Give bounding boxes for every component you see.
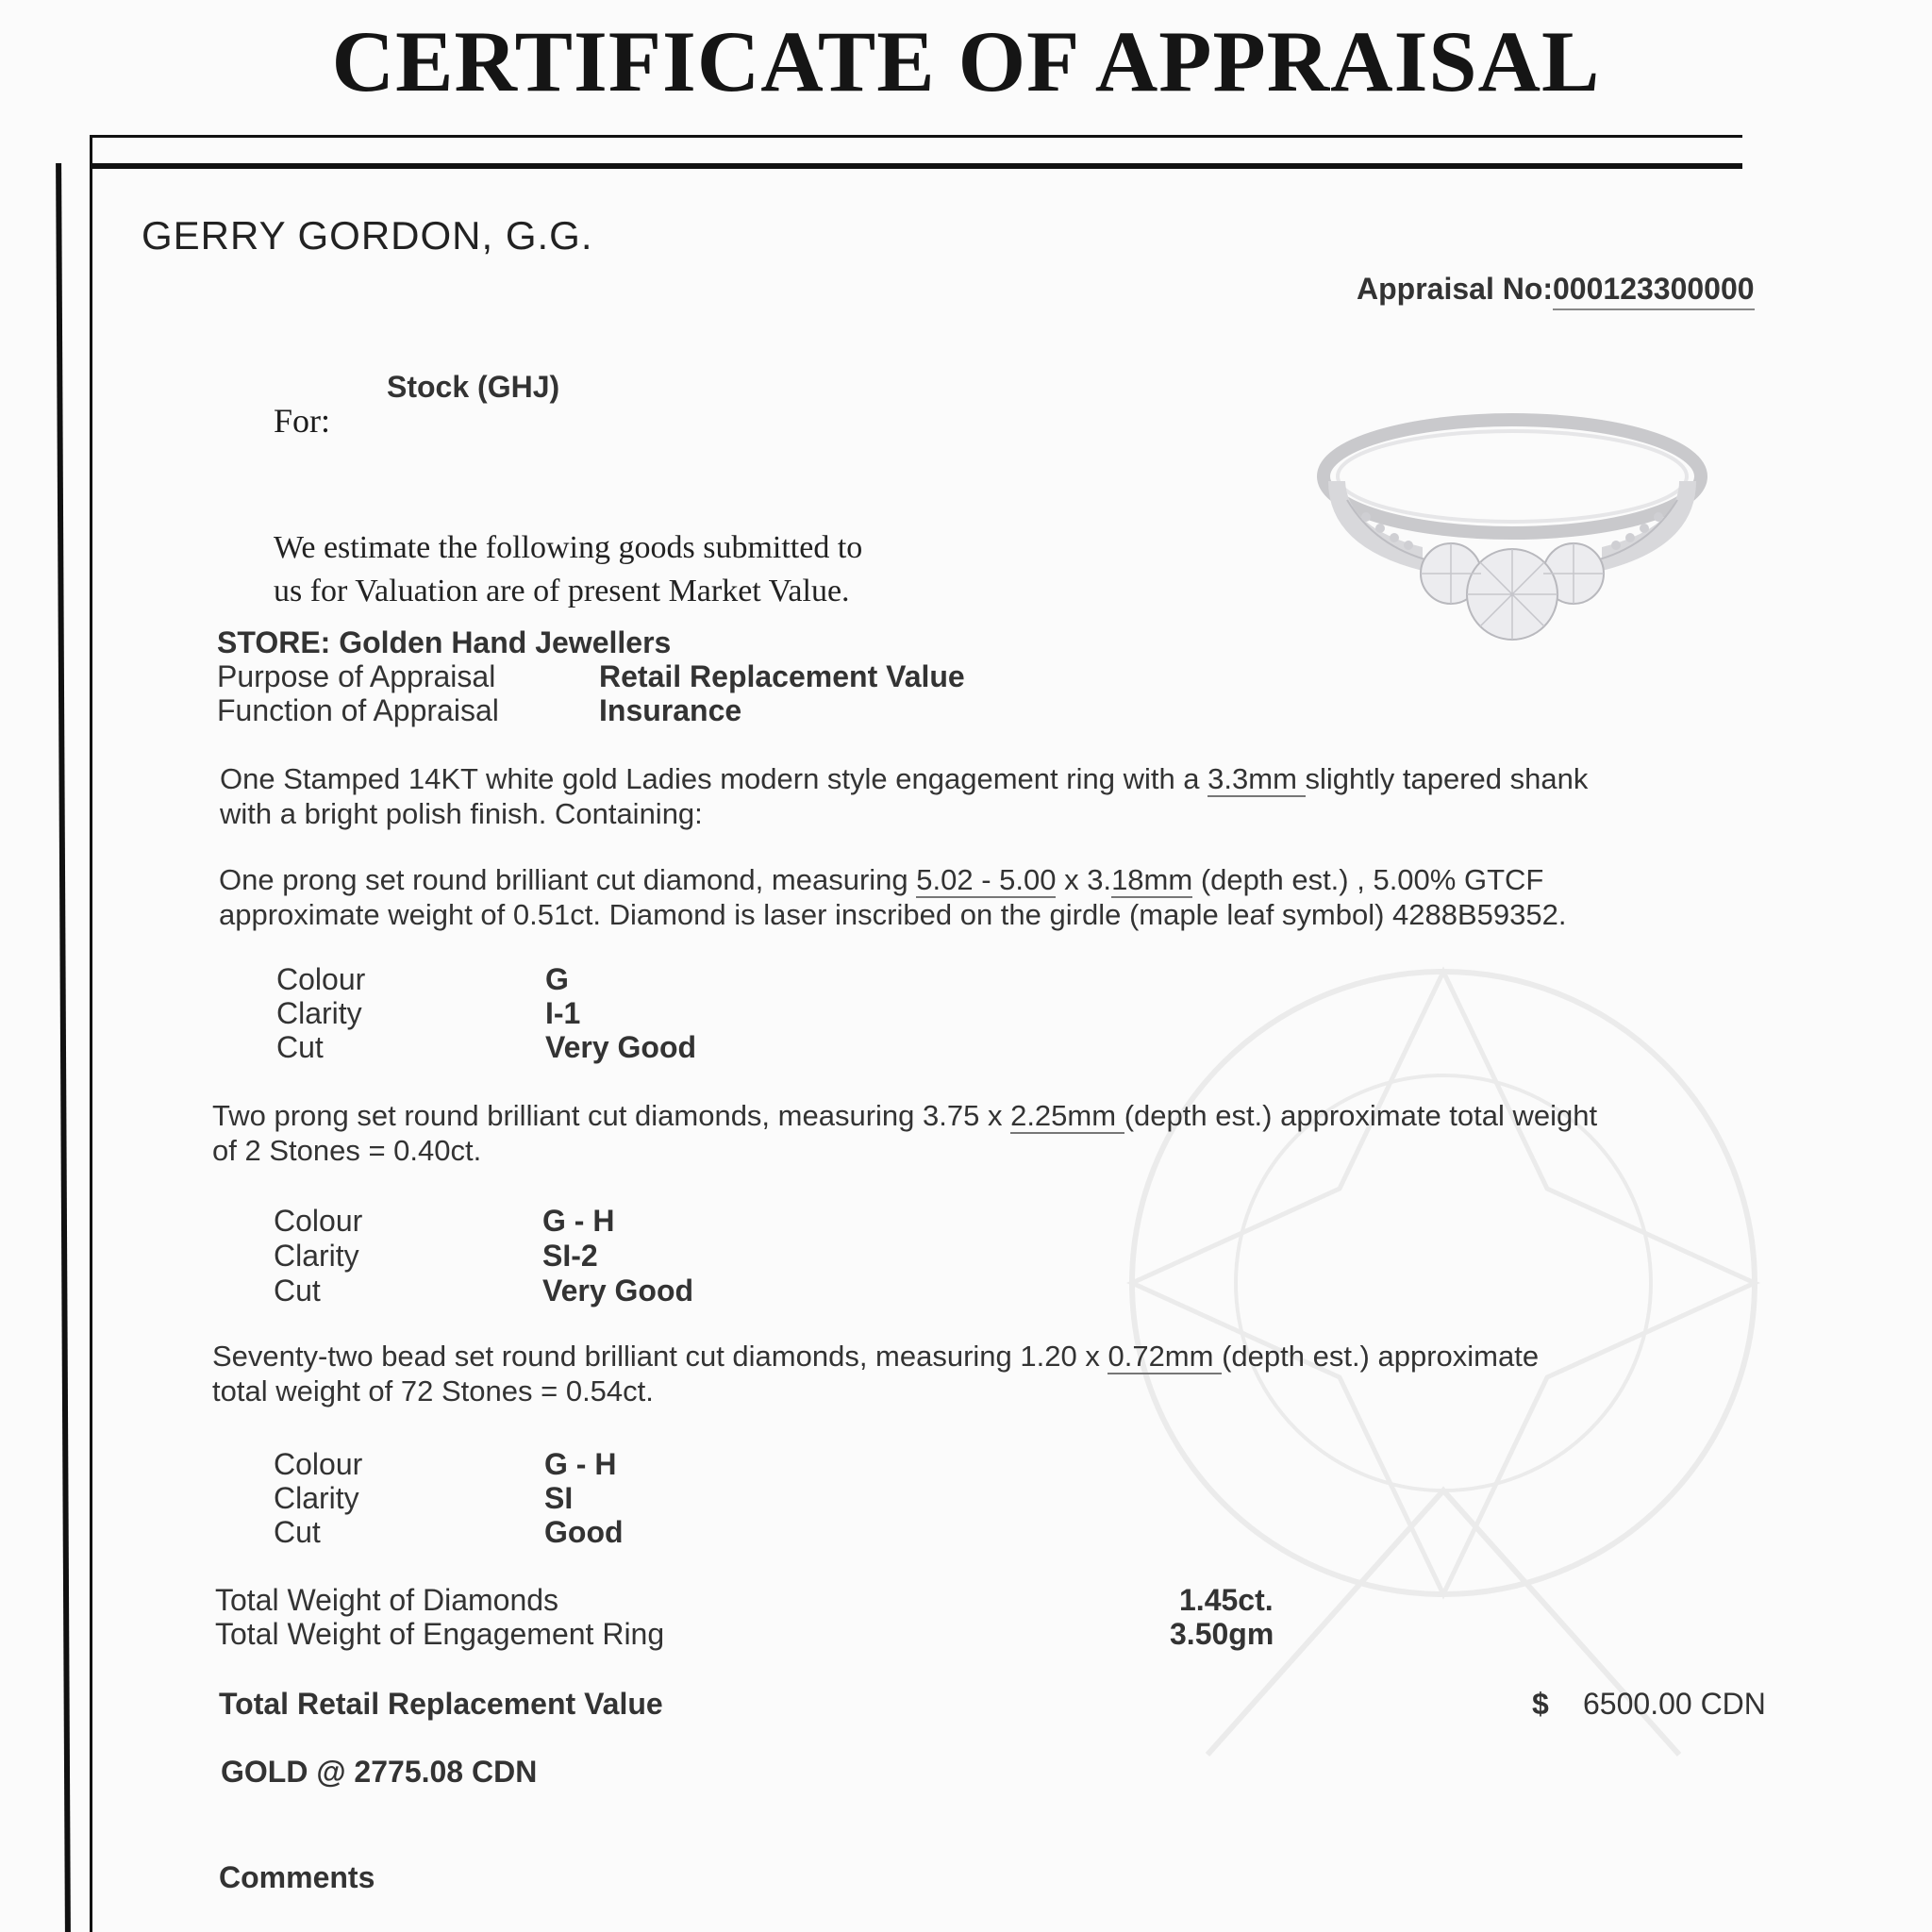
accent-stones-text-2: (depth est.) approximate xyxy=(1222,1340,1540,1373)
function-label: Function of Appraisal xyxy=(217,693,499,727)
total-ring-weight-label: Total Weight of Engagement Ring xyxy=(215,1617,665,1651)
certificate-title: CERTIFICATE OF APPRAISAL xyxy=(331,13,1601,109)
total-diamond-weight-value: 1.45ct. xyxy=(1179,1583,1274,1617)
retail-value-currency: $ xyxy=(1532,1687,1549,1721)
retail-value-amount: 6500.00 CDN xyxy=(1583,1687,1766,1721)
purpose-label: Purpose of Appraisal xyxy=(217,659,496,693)
accent-stones-clarity-value: SI xyxy=(544,1481,574,1515)
side-stones-description xyxy=(212,1098,1597,1168)
accent-stones-colour-label: Colour xyxy=(274,1447,363,1481)
side-stones-clarity-label: Clarity xyxy=(274,1239,359,1273)
top-border-thin xyxy=(90,135,1742,138)
left-border-thick xyxy=(56,163,71,1932)
valuation-statement xyxy=(274,526,862,613)
top-border-thick xyxy=(90,163,1742,169)
valuation-statement-line-2: us for Valuation are of present Market Value. xyxy=(274,574,850,608)
center-stone-text-2: x 3. xyxy=(1056,863,1112,896)
for-label: For: xyxy=(274,402,331,440)
side-stones-cut-label: Cut xyxy=(274,1274,321,1307)
function-value: Insurance xyxy=(599,693,742,727)
client-name: Stock (GHJ) xyxy=(387,370,560,404)
left-border-thin xyxy=(90,135,92,1932)
ring-description-line-1 xyxy=(220,761,1588,796)
side-stones-clarity-value: SI-2 xyxy=(542,1239,598,1273)
center-stone-diameter: 5.02 - 5.00 xyxy=(916,863,1057,896)
center-stone-line-2: approximate weight of 0.51ct. Diamond is laser inscribed on the girdle (maple leaf symbol) 4288B59352. xyxy=(219,898,1567,931)
center-stone-text-3: (depth est.) , 5.00% GTCF xyxy=(1192,863,1544,896)
accent-stones-cut-value: Good xyxy=(544,1515,624,1549)
total-diamond-weight-label: Total Weight of Diamonds xyxy=(215,1583,559,1617)
center-stone-colour-value: G xyxy=(545,962,569,996)
appraisal-number-value: 000123300000 xyxy=(1553,272,1755,310)
gold-price: GOLD @ 2775.08 CDN xyxy=(221,1755,538,1789)
side-stones-line-2: of 2 Stones = 0.40ct. xyxy=(212,1134,482,1167)
side-stones-text-2: (depth est.) approximate total weight xyxy=(1124,1099,1598,1132)
center-stone-description xyxy=(219,862,1567,932)
side-stones-text: Two prong set round brilliant cut diamonds, measuring 3.75 x xyxy=(212,1099,1011,1132)
accent-stones-line-2: total weight of 72 Stones = 0.54ct. xyxy=(212,1374,654,1407)
center-stone-cut-label: Cut xyxy=(276,1030,324,1064)
center-stone-depth: 18mm xyxy=(1111,863,1193,896)
center-stone-clarity-value: I-1 xyxy=(545,996,581,1030)
accent-stones-line-1 xyxy=(212,1339,1539,1374)
shank-width: 3.3mm xyxy=(1208,762,1306,795)
side-stones-cut-value: Very Good xyxy=(542,1274,694,1307)
appraiser-name: GERRY GORDON, G.G. xyxy=(142,213,593,258)
ring-description-text: One Stamped 14KT white gold Ladies modern style engagement ring with a xyxy=(220,762,1208,795)
accent-stones-clarity-label: Clarity xyxy=(274,1481,359,1515)
center-stone-text: One prong set round brilliant cut diamond, measuring xyxy=(219,863,917,896)
retail-value-label: Total Retail Replacement Value xyxy=(219,1687,663,1721)
side-stones-colour-label: Colour xyxy=(274,1204,363,1238)
comments-label: Comments xyxy=(219,1860,375,1894)
total-ring-weight-value: 3.50gm xyxy=(1170,1617,1274,1651)
ring-description-text-2: slightly tapered shank xyxy=(1305,762,1589,795)
ring-photo xyxy=(1309,406,1724,670)
center-stone-clarity-label: Clarity xyxy=(276,996,362,1030)
center-stone-line-1 xyxy=(219,862,1567,897)
accent-stones-text: Seventy-two bead set round brilliant cut diamonds, measuring 1.20 x xyxy=(212,1340,1108,1373)
side-stones-colour-value: G - H xyxy=(542,1204,615,1238)
center-stone-colour-label: Colour xyxy=(276,962,366,996)
appraisal-number-label: Appraisal No: xyxy=(1357,272,1554,306)
accent-stones-colour-value: G - H xyxy=(544,1447,617,1481)
purpose-value: Retail Replacement Value xyxy=(599,659,965,693)
center-stone-cut-value: Very Good xyxy=(545,1030,697,1064)
side-stones-line-1 xyxy=(212,1098,1597,1133)
accent-stones-cut-label: Cut xyxy=(274,1515,321,1549)
accent-stones-description xyxy=(212,1339,1539,1408)
valuation-statement-line-1: We estimate the following goods submitted to xyxy=(274,530,863,565)
ring-description-line-2: with a bright polish finish. Containing: xyxy=(220,797,703,830)
ring-description xyxy=(220,761,1588,831)
store-name: STORE: Golden Hand Jewellers xyxy=(217,625,672,659)
accent-stones-depth: 0.72mm xyxy=(1108,1340,1223,1373)
side-stones-depth: 2.25mm xyxy=(1010,1099,1124,1132)
